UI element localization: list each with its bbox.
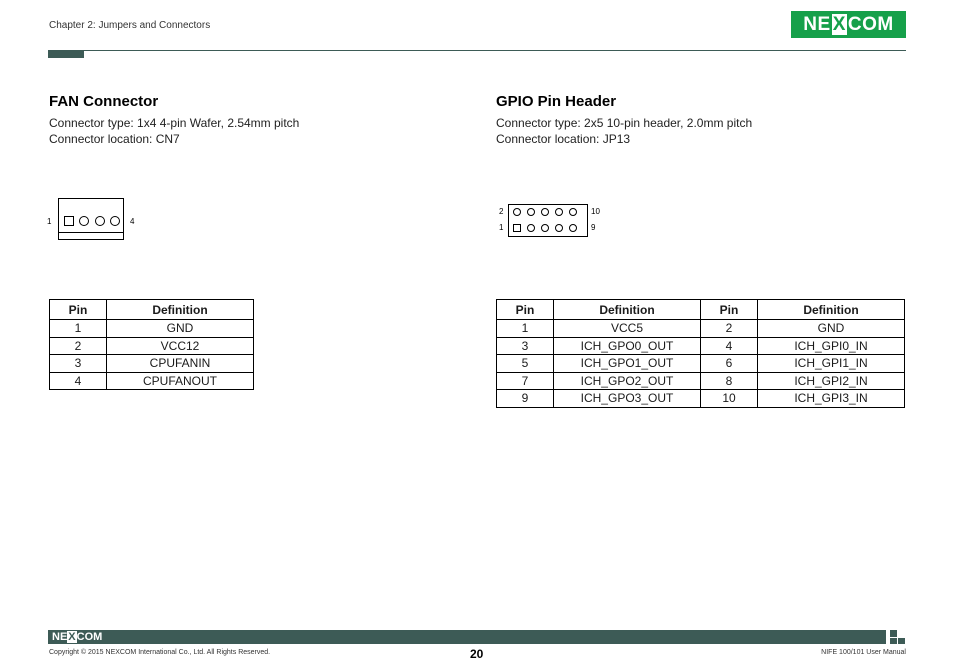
table-cell: GND [758, 320, 905, 338]
gpio-pin-table [496, 299, 905, 408]
table-cell: 5 [497, 355, 554, 373]
table-row [50, 372, 254, 390]
gpio-pin [541, 224, 549, 232]
table-cell: ICH_GPI0_IN [758, 337, 905, 355]
gpio-connector-location: Connector location: JP13 [496, 132, 631, 146]
gpio-pin [527, 224, 535, 232]
fan-pin-4 [110, 216, 120, 226]
table-row [50, 355, 254, 373]
fan-pin-2 [79, 216, 89, 226]
table-cell: ICH_GPO1_OUT [554, 355, 701, 373]
table-cell: 1 [497, 320, 554, 338]
table-row [497, 355, 905, 373]
column-header: Definition [758, 300, 905, 320]
table-row [497, 390, 905, 408]
table-header-row [50, 300, 254, 320]
fan-pin-1 [64, 216, 74, 226]
logo-text: NE X COM [803, 13, 894, 35]
fan-connector-location: Connector location: CN7 [49, 132, 180, 146]
column-header: Definition [107, 300, 254, 320]
gpio-pin [513, 224, 521, 232]
table-cell: ICH_GPI1_IN [758, 355, 905, 373]
column-header: Pin [701, 300, 758, 320]
column-header: Definition [554, 300, 701, 320]
table-cell: ICH_GPO0_OUT [554, 337, 701, 355]
gpio-pin [513, 208, 521, 216]
table-cell: 6 [701, 355, 758, 373]
footer-square-1 [890, 630, 897, 637]
table-cell: 2 [50, 337, 107, 355]
gpio-pin [569, 208, 577, 216]
column-header: Pin [497, 300, 554, 320]
table-cell: ICH_GPI2_IN [758, 372, 905, 390]
table-cell: ICH_GPI3_IN [758, 390, 905, 408]
table-cell: CPUFANIN [107, 355, 254, 373]
table-cell: 8 [701, 372, 758, 390]
fan-pin-table [49, 299, 254, 390]
table-cell: 2 [701, 320, 758, 338]
table-row [497, 372, 905, 390]
table-cell: VCC12 [107, 337, 254, 355]
gpio-connector-type: Connector type: 2x5 10-pin header, 2.0mm pitch [496, 116, 753, 130]
gpio-pin [569, 224, 577, 232]
table-cell: 9 [497, 390, 554, 408]
table-cell: 3 [497, 337, 554, 355]
gpio-section-title: GPIO Pin Header [496, 93, 617, 110]
footer-logo: NEXCOM [52, 631, 103, 643]
header-accent-block [48, 50, 84, 58]
fan-section-title: FAN Connector [49, 93, 159, 110]
table-cell: 10 [701, 390, 758, 408]
table-row [50, 320, 254, 338]
fan-connector-type: Connector type: 1x4 4-pin Wafer, 2.54mm pitch [49, 116, 300, 130]
manual-name: NIFE 100/101 User Manual [821, 649, 906, 656]
gpio-label-bottom-left: 1 [499, 223, 504, 232]
nexcom-logo [791, 11, 906, 38]
gpio-pin [555, 208, 563, 216]
footer-square-3 [898, 638, 905, 644]
table-cell: ICH_GPO3_OUT [554, 390, 701, 408]
fan-pin-label-last: 4 [130, 217, 135, 226]
table-cell: CPUFANOUT [107, 372, 254, 390]
fan-pin-label-first: 1 [47, 217, 52, 226]
table-header-row [497, 300, 905, 320]
table-row [497, 337, 905, 355]
gpio-label-top-right: 10 [591, 207, 600, 216]
table-cell: 1 [50, 320, 107, 338]
gpio-label-bottom-right: 9 [591, 223, 596, 232]
table-row [50, 337, 254, 355]
table-cell: 3 [50, 355, 107, 373]
header-rule [48, 50, 906, 51]
column-header: Pin [50, 300, 107, 320]
fan-pin-3 [95, 216, 105, 226]
gpio-pin [541, 208, 549, 216]
chapter-title: Chapter 2: Jumpers and Connectors [49, 20, 211, 31]
table-cell: 4 [701, 337, 758, 355]
footer-bar [48, 630, 886, 644]
footer-square-2 [890, 638, 897, 644]
table-cell: 4 [50, 372, 107, 390]
gpio-label-top-left: 2 [499, 207, 504, 216]
table-cell: GND [107, 320, 254, 338]
page-number: 20 [470, 647, 484, 661]
table-cell: 7 [497, 372, 554, 390]
gpio-pin [527, 208, 535, 216]
copyright-text: Copyright © 2015 NEXCOM International Co., Ltd. All Rights Reserved. [49, 649, 271, 656]
gpio-pin [555, 224, 563, 232]
table-cell: ICH_GPO2_OUT [554, 372, 701, 390]
table-cell: VCC5 [554, 320, 701, 338]
table-row [497, 320, 905, 338]
